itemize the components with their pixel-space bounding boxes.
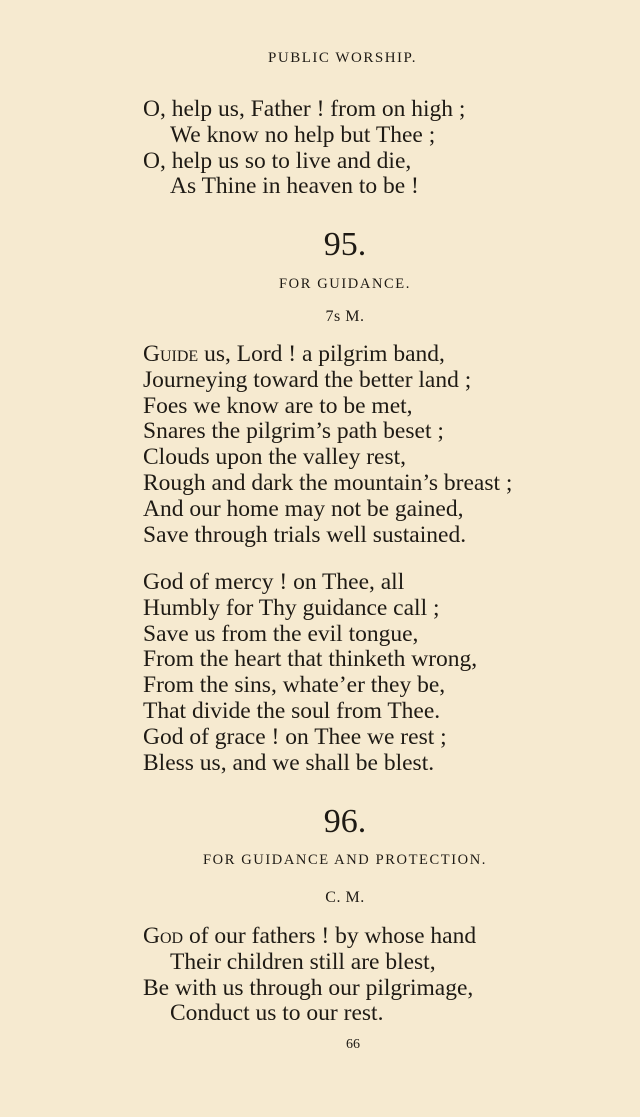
initial-word: Guide <box>143 341 199 367</box>
page-number: 66 <box>346 1037 360 1052</box>
verse-line: Their children still are blest, <box>170 948 436 975</box>
verse-line: As Thine in heaven to be ! <box>170 173 419 200</box>
hymn-number: 96. <box>323 803 367 840</box>
hymn-number: 95. <box>323 226 367 263</box>
verse-line: We know no help but Thee ; <box>170 121 436 148</box>
verse-line: That divide the soul from Thee. <box>143 697 441 724</box>
verse-line: Save us from the evil tongue, <box>143 620 419 647</box>
verse-line: God of grace ! on Thee we rest ; <box>143 723 447 750</box>
hymn-96-stanza-1 <box>143 924 476 1027</box>
verse-line: From the heart that thinketh wrong, <box>143 646 478 673</box>
verse-line: Conduct us to our rest. <box>170 1000 384 1027</box>
verse-line: And our home may not be gained, <box>143 495 464 522</box>
first-line-rest: us, Lord ! a pilgrim band, <box>198 341 445 367</box>
hymn-title: FOR GUIDANCE AND PROTECTION. <box>202 852 488 868</box>
continued-stanza <box>143 97 465 200</box>
hymn-95-stanza-2 <box>143 570 477 776</box>
hymn-title: FOR GUIDANCE. <box>279 276 411 292</box>
verse-line: Rough and dark the mountain’s breast ; <box>143 469 513 496</box>
verse-line: Clouds upon the valley rest, <box>143 444 407 471</box>
verse-line: Bless us, and we shall be blest. <box>143 749 435 776</box>
verse-line: O, help us so to live and die, <box>143 147 412 174</box>
verse-line: Humbly for Thy guidance call ; <box>143 594 440 621</box>
initial-word: God <box>143 923 184 949</box>
verse-line: Be with us through our pilgrimage, <box>143 974 474 1001</box>
hymn-meter: 7s M. <box>325 308 365 325</box>
verse-line: O, help us, Father ! from on high ; <box>143 96 466 122</box>
running-head: PUBLIC WORSHIP. <box>268 50 417 66</box>
hymn-95-stanza-1 <box>143 342 512 548</box>
verse-line: Journeying toward the better land ; <box>143 366 472 393</box>
verse-line: Foes we know are to be met, <box>143 392 413 419</box>
verse-line: God of mercy ! on Thee, all <box>143 569 405 595</box>
verse-line: From the sins, whate’er they be, <box>143 672 446 699</box>
verse-line: Save through trials well sustained. <box>143 521 467 548</box>
first-line-rest: of our fathers ! by whose hand <box>183 923 477 949</box>
hymn-meter: C. M. <box>325 889 365 906</box>
verse-line: Snares the pilgrim’s path beset ; <box>143 418 444 445</box>
verse-line-first <box>143 924 476 950</box>
verse-line-first <box>143 342 512 368</box>
